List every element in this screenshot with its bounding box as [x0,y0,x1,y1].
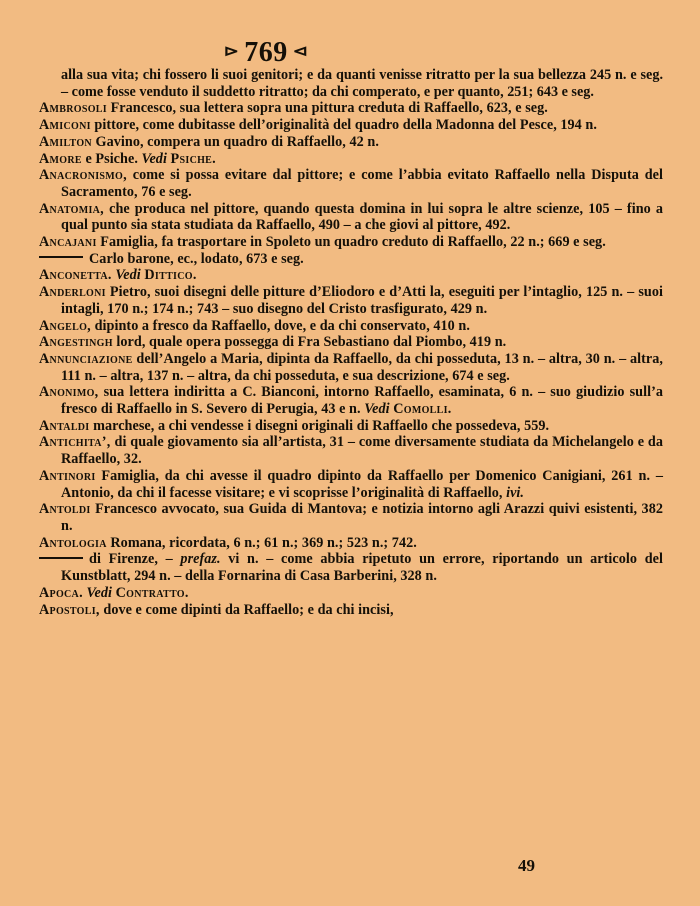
entry-cross-reference: Psiche. [170,150,216,167]
index-entry-firenze [39,551,663,584]
entry-cross-reference: Contratto. [115,584,189,601]
entry-body: Gavino, compera un quadro di Raffaello, 42 n. [91,133,379,150]
entry-italic-reference: prefaz. [180,551,221,568]
entry-headword: Amilton [39,133,92,150]
entry-see-also: Vedi [115,267,141,284]
index-entry-anderloni [39,284,663,317]
page-number-header [206,34,326,70]
repeat-dash [39,557,83,559]
entry-headword: Anonimo, [39,384,99,401]
entry-headword: Anatomia, [39,200,105,217]
entry-body: di Firenze, – [89,551,181,568]
index-entry-angestingh [39,334,663,351]
right-ornament-icon: ⊲ [292,43,309,60]
entry-headword: Angestingh [39,334,113,351]
entry-headword: Antologia [39,534,107,551]
entry-see-also: Vedi [364,401,390,418]
index-entry-anatomia [39,201,663,234]
entry-body: Famiglia, da chi avesse il quadro dipinto da Raffaello per Domenico Canigiani, 261 n. – Antonio, da chi il facesse visitare; e vi scoprisse l’originalità di Raffaello, [61,467,663,501]
index-entry-apostoli [39,602,663,619]
entry-cross-reference: Comolli. [393,401,452,418]
entry-body: come si possa evitare dal pittore; e come l’abbia evitato Raffaello nella Disputa del Sacramento, 76 e seg. [61,167,663,200]
entry-headword: Apoca. [39,584,83,601]
index-entry-carlo [39,251,663,268]
index-entry-antologia [39,535,663,552]
index-entry-antaldi [39,418,663,435]
entry-body: che produca nel pittore, quando questa domina in lui sopra le altre scienze, 105 – fino a qual punto sia stata studiata da Raffaello, 490 – a che giovi al pittore, 492. [61,200,663,234]
folio-number: 49 [518,856,535,875]
entry-body: pittore, come dubitasse dell’originalità del quadro della Madonna del Pesce, 194 n. [90,117,597,134]
entry-body: Francesco avvocato, sua Guida di Mantova; e notizia intorno agli Arazzi quivi esistenti, 382 n. [61,501,663,534]
entry-body: dell’Angelo a Maria, dipinta da Raffaello, da chi posseduta, 13 n. – altra, 30 n. – altra, 111 n. – altra, 137 n. – altra, da chi posseduta, e sua descrizione, 674 e seg. [61,350,663,384]
entry-headword: Apostoli, [39,601,100,618]
index-entry-amore [39,151,663,168]
index-entry-amilton [39,134,663,151]
entry-headword: Amore [39,150,82,167]
index-entry-annunciazione [39,351,663,384]
entry-body: Romana, ricordata, 6 n.; 61 n.; 369 n.; 523 n.; 742. [106,534,417,551]
index-entry-ambrosoli [39,100,663,117]
index-entry-anconetta [39,267,663,284]
index-entry-anacronismo [39,167,663,200]
index-entry-amiconi [39,117,663,134]
index-entry-ancajani [39,234,663,251]
repeat-dash [39,256,83,258]
entry-headword: Ancajani [39,234,97,251]
entry-see-also: Vedi [141,150,167,167]
entry-body: sua lettera indiritta a C. Bianconi, intorno Raffaello, esaminata, 6 n. – suo giudizio sull’a fresco di Raffaello in S. Severo di Perugia, 43 e n. [61,384,663,418]
entry-headword: Antoldi [39,501,91,518]
entry-body: Famiglia, fa trasportare in Spoleto un quadro creduto di Raffaello, 22 n.; 669 e seg. [96,234,606,251]
entry-headword: Anacronismo, [39,167,127,184]
entry-see-also: Vedi [86,584,112,601]
entry-headword: Annunciazione [39,350,133,367]
page-number: 769 [244,37,288,68]
continued-entry: alla sua vita; chi fossero li suoi genitori; e da quanti venisse ritratto per la sua bellezza 245 n. e seg. – come fosse venduto il suddetto ritratto; da chi comperato, e per quanto, 251; 643 e seg. [61,67,663,100]
entry-headword: Antichita’, [39,434,111,451]
index-entry-anonimo [39,384,663,417]
entry-body: Francesco, sua lettera sopra una pittura creduta di Raffaello, 623, e seg. [106,100,548,117]
entry-headword: Antaldi [39,417,90,434]
entry-body: dove e come dipinti da Raffaello; e da chi incisi, [99,601,394,618]
entry-headword: Angelo, [39,317,92,334]
entry-headword: Antinori [39,467,96,484]
index-entry-antinori [39,468,663,501]
entry-headword: Ambrosoli [39,100,107,117]
entry-cross-reference: Dittico. [144,267,197,284]
index-entry-antichita [39,434,663,467]
index-text [39,67,663,618]
entry-body: Pietro, suoi disegni delle pitture d’Eliodoro e d’Atti la, eseguiti per l’intaglio, 125 n. – suoi intagli, 170 n.; 174 n.; 743 – suo disegno del Cristo trasfigurato, 429 n. [61,284,663,317]
entry-body: Carlo barone, ec., lodato, 673 e seg. [89,250,304,267]
index-entry-apoca [39,585,663,602]
entry-body: e Psiche. [81,150,142,167]
entry-body: dipinto a fresco da Raffaello, dove, e da chi conservato, 410 n. [91,317,470,334]
entry-body-tail: vi n. – come abbia ripetuto un errore, riportando un articolo del Kunstblatt, 294 n. – della Fornarina di Casa Barberini, 328 n. [61,551,663,585]
index-entry-angelo [39,318,663,335]
index-entry-antoldi [39,501,663,534]
entry-italic-reference: ivi. [506,484,525,501]
entry-headword: Anderloni [39,284,106,301]
entry-headword: Anconetta. [39,267,112,284]
left-ornament-icon: ⊳ [223,43,240,60]
entry-body: di quale giovamento sia all’artista, 31 – come diversamente studiata da Michelangelo e da Raffaello, 32. [61,434,663,468]
entry-body: marchese, a chi vendesse i disegni originali di Raffaello che possedeva, 559. [89,417,550,434]
entry-body: lord, quale opera possegga di Fra Sebastiano dal Piombo, 419 n. [112,334,507,351]
entry-headword: Amiconi [39,117,91,134]
